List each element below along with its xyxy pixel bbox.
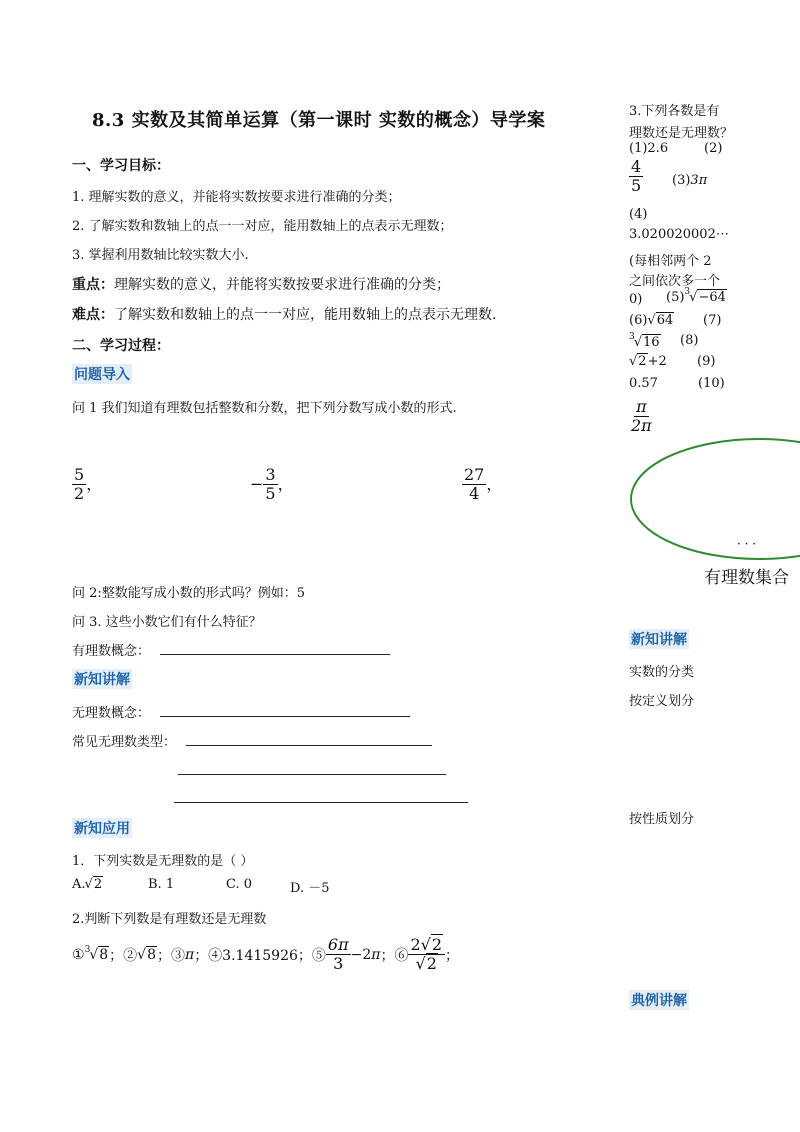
blank-line bbox=[160, 716, 410, 717]
item-7-value: $^3$√16 bbox=[629, 332, 660, 350]
rational-concept-label: 有理数概念： bbox=[72, 644, 151, 659]
classify-by-definition: 按定义划分 bbox=[629, 694, 695, 709]
option-a: A.√2 bbox=[72, 877, 103, 892]
question-1: 问 1 我们知道有理数包括整数和分数，把下列分数写成小数的形式. bbox=[72, 401, 457, 416]
item-3: (3)3π bbox=[672, 173, 708, 188]
item-10-fraction: $\frac{\pi}{2\pi}$ bbox=[631, 397, 652, 436]
item-4-note: 之间依次多一个 bbox=[629, 274, 721, 289]
item-9-value: 0.57 bbox=[629, 376, 658, 391]
item-5: $(5)^3√-64$ bbox=[666, 287, 726, 305]
exercise-2-items: ① $^3$√8 ；② √8 ；③ π ；④3.1415926；⑤ $\frac{6\pi}{3}$ −2 π ；⑥ $\frac{2√2}{√2}$ ； bbox=[72, 935, 460, 974]
heading-new-knowledge: 新知讲解 bbox=[72, 669, 132, 689]
fraction: $\frac{27}{4}$ bbox=[464, 465, 485, 504]
item-4-value: 3.020020002⋯ bbox=[629, 227, 729, 242]
item-6: (6)√64 bbox=[629, 313, 674, 328]
goal-item: 2. 了解实数和数轴上的点一一对应，能用数轴上的点表示无理数； bbox=[72, 219, 453, 234]
item-8-label: (8) bbox=[680, 333, 699, 348]
option-d: D. －5 bbox=[290, 881, 330, 896]
fraction-item: $\frac{27}{4}$ ， bbox=[464, 465, 503, 504]
item-9-label: (9) bbox=[697, 354, 716, 369]
fraction: $\frac{3}{5}$ bbox=[265, 465, 276, 504]
question-3-title: 3.下列各数是有 bbox=[629, 104, 720, 119]
real-classification: 实数的分类 bbox=[629, 665, 695, 680]
fraction: $\frac{5}{2}$ bbox=[74, 465, 85, 504]
key-label: 重点： bbox=[72, 277, 114, 293]
item-7-label: (7) bbox=[703, 313, 722, 328]
classify-by-property: 按性质划分 bbox=[629, 812, 695, 827]
heading-examples: 典例讲解 bbox=[629, 990, 689, 1010]
set-ellipse bbox=[631, 439, 800, 559]
irrational-types-label: 常见无理数类型： bbox=[72, 735, 177, 750]
item-8-value: √2+2 bbox=[629, 354, 667, 369]
key-point bbox=[72, 274, 450, 294]
item-4-note: (每相邻两个 2 bbox=[629, 254, 712, 269]
item-1: (1)2.6 bbox=[629, 141, 669, 156]
difficult-point bbox=[72, 304, 496, 324]
fraction-item: − $\frac{3}{5}$ ， bbox=[250, 465, 294, 504]
set-ellipsis: · · · bbox=[737, 537, 757, 551]
rational-set-label: 有理数集合 bbox=[704, 568, 789, 588]
question-3: 问 3. 这些小数它们有什么特征？ bbox=[72, 615, 262, 630]
item-10-label: (10) bbox=[698, 376, 725, 391]
exercise-2: 2.判断下列数是有理数还是无理数 bbox=[72, 912, 267, 927]
exercise-1: 1．下列实数是无理数的是（ ） bbox=[72, 854, 254, 869]
page-title: 8.3 实数及其简单运算（第一课时 实数的概念）导学案 bbox=[92, 110, 546, 131]
item-2-label: (2) bbox=[704, 141, 723, 156]
section-heading-process: 二、学习过程： bbox=[72, 338, 170, 354]
heading-apply: 新知应用 bbox=[72, 818, 132, 838]
heading-new-knowledge-right: 新知讲解 bbox=[629, 629, 689, 649]
blank-line bbox=[174, 802, 468, 803]
blank-line bbox=[160, 654, 390, 655]
fraction-item: $\frac{5}{2}$ ， bbox=[74, 465, 103, 504]
question-3-title-2: 理数还是无理数？ bbox=[629, 126, 734, 141]
difficult-label: 难点： bbox=[72, 307, 114, 323]
item-4-label: (4) bbox=[629, 207, 648, 222]
item-4-note: 0) bbox=[629, 292, 643, 307]
irrational-concept-label: 无理数概念： bbox=[72, 706, 151, 721]
section-heading-goals: 一、学习目标： bbox=[72, 158, 170, 174]
blank-line bbox=[178, 774, 446, 775]
option-b: B. 1 bbox=[148, 877, 175, 892]
difficult-text: 了解实数和数轴上的点一一对应，能用数轴上的点表示无理数. bbox=[114, 307, 497, 323]
question-2: 问 2:整数能写成小数的形式吗？例如：5 bbox=[72, 586, 306, 601]
key-text: 理解实数的意义，并能将实数按要求进行准确的分类； bbox=[114, 277, 450, 293]
goal-item: 1. 理解实数的意义，并能将实数按要求进行准确的分类； bbox=[72, 190, 401, 205]
heading-intro: 问题导入 bbox=[72, 364, 132, 384]
item-2-fraction: $\frac{4}{5}$ bbox=[631, 157, 642, 196]
option-c: C. 0 bbox=[226, 877, 253, 892]
goal-item: 3. 掌握利用数轴比较实数大小. bbox=[72, 248, 249, 263]
blank-line bbox=[186, 745, 432, 746]
